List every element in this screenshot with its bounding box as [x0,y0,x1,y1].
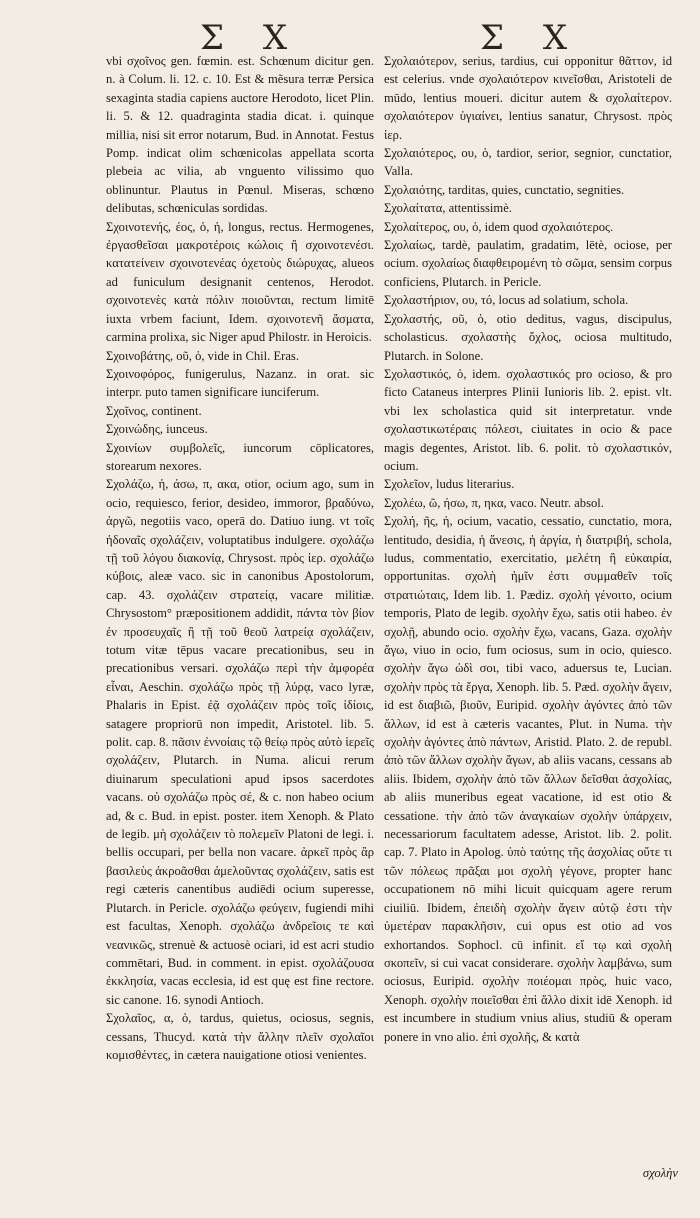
dictionary-entry: Σχολάζω, ἡ, άσω, π, ακα, otior, ocium ago, sum in ocio, requiesco, ferior, desideo, immoror, βραδύνω, ἀργῶ, negotiis vaco, operā do. Datiuo iung. vt τοῖς ἡδοναῖς σχολάζειν, voluptatibus indulgere. σχολάζω τῇ τοῦ λόγου διακονίᾳ, Chrysost. πρὸς ἱερ. σχολάζω κύβοις, aleæ vaco. sic in canonibus Apostolorum, cap. 43. σχολάζειν στρατείᾳ, vacare militiæ. Chrysostom° præpositionem addidit, πάντα τὸν βίον ἐν προσευχαῖς ἢ τῇ τοῦ θεοῦ λατρείᾳ σχολάζειν, totum vitæ tēpus vacare precationibus, seu in precationibus versari. σχολάζω περὶ τὴν ἀμφορέα εἶναι, Aeschin. σχολάζω πρὸς τῇ λύρᾳ, vaco lyræ, Phalaris in Epist. ἐᾷ σχολάζειν πρὸς τοῖς ἰδίοις, satagere propriorū non impedit, Aristotel. lib. 5. polit. cap. 8. πᾶσιν ἐννοίαις τῷ θείῳ πρὸς αὐτὸ ἱερεῖς σχολάζειν, Plutarch. in Numa. alicui rerum diuinarum speculationi apud ipsos sacerdotes vacans. οὐ σχολάζω πρὸς σέ, & c. non habeo ocium ad, & c. Bud. in epist. poster. item Xenoph. & Plato de legib. μὴ σχολάζειν τὸ πολεμεῖν Platoni de legi. i. bellis occupari, per bella non vacare. ἀρκεῖ πρὸς ἂρ βασιλεὺς ἀκροᾶσθαι ἀμελοῦντας σχολάζειν, satis est regi cæteris canentibus audiēdi ocium superesse, Plutarch. in Pericle. σχολάζω φεύγειν, fugiendi mihi est facultas, Xenoph. σχολάζω ἀνδρεῖοις τε καὶ νεανικῶς, strenuè & actuosè ociari, id est acri studio commētari, Bud. in comment. in epist. σχολάζουσα ἐκκλησία, vacas ecclesia, id est quę est fine rectore. sic canone. 16. synodi Antioch. [106,477,374,1007]
dictionary-entry: Σχολαῖος, α, ὁ, tardus, quietus, ociosus, segnis, cessans, Thucyd. κατὰ τὴν ἄλλην πλεῖν σχολαῖοι κομισθέντες, in cætera nauigatione otiosi venientes. [106,1011,374,1062]
left-column [106,52,374,1064]
dictionary-entry: Σχοινοφόρος, funigerulus, Nazanz. in orat. sic interpr. puto tamen significare iunciferum. [106,366,374,400]
dictionary-entry: Σχολή, ῆς, ἡ, ocium, vacatio, cessatio, cunctatio, mora, lentitudo, desidia, ἡ ἄνεσις, ἡ ἀργία, ἡ διατριβή, schola, ludus, commentatio, exercitatio, μελέτη ἢ εὐκαιρία, opportunitas. σχολὴ ἡμῖν ἐστι συμμαθεῖν τοῖς στρατιώταις, Idem lib. 1. Pædiz. σχολὴ γένοιτο, ocium temporis, Plato de legib. σχολὴν ἔχω, satis otii habeo. ἐν σχολῇ, abundo ocio. σχολὴν ἔχω, vacans, Gaza. σχολὴν ἄγω, viuo in ocio, fum ociosus, sum in ocio, quiesco. σχολὴν ἄγω ὡδὶ σοι, tibi vaco, aduersus te, Lucian. σχολὴν πρὸς τὰ ἔργα, Xenoph. lib. 5. Pæd. σχολὴν ἄγειν, id est διαβιῶ, βιοῦν, Euripid. σχολὴν ἀγόντες ἀπὸ τῶν ἄλλων, id est à cæteris vacantes, Plut. in Numa. τὴν σχολὴν ἀγόντες ἀπὸ πάντων, Aristid. Plato. 2. de republ. ἀπὸ τῶν ἄλλων σχολὴν ἄγων, ab aliis vacans, cessans ab aliis. Ibidem, σχολὴν ἀπὸ τῶν ἄλλων δεῖσθαι ἀσχολίας, ab aliis muneribus egeat vacatione, id est otio & cessatione. τὴν ἀπὸ τῶν ἀναγκαίων σχολὴν ὑπάρχειν, necessariorum facultatem adesse, Aristot. lib. 2. polit. cap. 7. Plato in Apolog. ὑπὸ ταύτης τῆς ἀσχολίας οὔτε τι τῶν πόλεως πρᾶξαι μοι σχολὴ γέγονε, propter hanc occupationem nō mihi licuit quicquam agere rerum ciuiliū. Ibidem, ἐπειδὴ σχολὴν ἄγειν αὐτῷ ἐστι τὴν ὑμετέραν παρακλῆσιν, cui opus est otio ad vos exhortandos. Sophocl. cū infinit. εἴ τῳ καὶ σχολὴ σκοπεῖν, si cui vacat considerare. σχολὴν λαμβάνω, sum ociosus, Euripid. σχολὴν ποιέομαι πρὸς, huic vaco, Xenoph. σχολὴν ποιεῖσθαι ἐπὶ ἄλλο dixit idē Xenoph. id est incumbere in studium vnius alius, studiū & operam ponere in vno alio. ἐπὶ σχολῆς, & κατὰ [384,514,672,1044]
running-head-right: Σ Χ [480,18,582,58]
catchword: σχολὴν [642,1166,678,1180]
dictionary-entry: Σχολέω, ῶ, ήσω, π, ηκα, vaco. Neutr. absol. [384,495,604,510]
dictionary-entry: Σχολαστής, οῦ, ὁ, otio deditus, vagus, discipulus, scholasticus. σχολαστὴς ὄχλος, ociosa multitudo, Plutarch. in Solone. [384,311,672,363]
dictionary-entry: Σχοινίων συμβολεῖς, iuncorum cōplicatores, storearum nexores. [106,440,374,473]
right-column [384,52,672,1046]
dictionary-entry: Σχοινώδης, iunceus. [106,422,208,437]
dictionary-entry: vbi σχοῖνος gen. fœmin. est. Schœnum dicitur gen. n. à Colum. li. 12. c. 10. Est & mẽsura terræ Persica sexaginta stadia capiens auctore Herodoto, licet Plin. li. 5. & 12. quadraginta stadia dicat. i. quinque millia, nisi sit error notarum, Bud. in Annotat. Festus Pomp. indicat olim schœnicolas appellata scorta plebeia ac vilia, ab vnguento vilissimo quo oblinuntur. Plautus in Pœnul. Miseras, schœno delibutas, schœniculas sordidas. [106,54,374,216]
dictionary-entry: Σχολαιότερος, ου, ὁ, tardior, serior, segnior, cunctatior, Valla. [384,146,672,179]
dictionary-entry: Σχολεῖον, ludus literarius. [384,477,515,492]
dictionary-entry: Σχοινοτενής, έος, ὁ, ἡ, longus, rectus. Hermogenes, ἐργασθεῖσαι μακροτέροις κώλοις ἢ σχοινοτενέσι. κατατείνειν σχοινοτενέας ὀχετοὺς διώρυχας, alueos ad funiculum designanit centenos, Herodot. σχοινοτενὲς κατὰ πόλιν ποιοῦνται, rectum limitē iuxta vrbem faciunt, Idem. σχοινοτενῆ ἄσματα, carmina prolixa, sic Niger apud Philostr. in Heroicis. [106,219,374,345]
dictionary-entry: Σχολαστικός, ὁ, idem. σχολαστικός pro ocioso, & pro ficto Cataneus interpres Plinii Iunioris lib. 2. epist. vlt. vbi lex scholastica quid sit interpretatur. vnde σχολαστικωτέραις πόλεσι, ciuitates in ocio & pace magis degentes, Aristot. lib. 6. polit. τὸ σχολαστικόν, ocium. [384,366,672,473]
dictionary-entry: Σχολαιότης, tarditas, quies, cunctatio, segnities. [384,182,625,197]
running-head-left: Σ Χ [200,18,302,58]
dictionary-entry: Σχολαίτατα, attentissimè. [384,201,512,216]
dictionary-entry: Σχολαίως, tardè, paulatim, gradatim, lētè, ociose, per ocium. σχολαίως διαφθειρομένη τὸ σῶμα, sensim corpus conficiens, Plutarch. in Pericle. [384,238,672,289]
dictionary-entry: Σχοῖνος, continent. [106,403,202,418]
dictionary-entry: Σχολαίτερος, ου, ὁ, idem quod σχολαιότερος. [384,219,614,234]
dictionary-entry: Σχοινοβάτης, οῦ, ὁ, vide in Chil. Eras. [106,348,299,363]
dictionary-entry: Σχολαστήριον, ου, τό, locus ad solatium, schola. [384,293,629,308]
dictionary-entry: Σχολαιότερον, serius, tardius, cui opponitur θᾶττον, id est celerius. vnde σχολαιότερον κινεῖσθαι, Aristoteli de mūdo, lentius moueri. dicitur autem & σχολαίτερον. σχολαιότερον ὑγιαίνει, lentius sanatur, Chrysost. πρὸς ἱερ. [384,54,672,142]
